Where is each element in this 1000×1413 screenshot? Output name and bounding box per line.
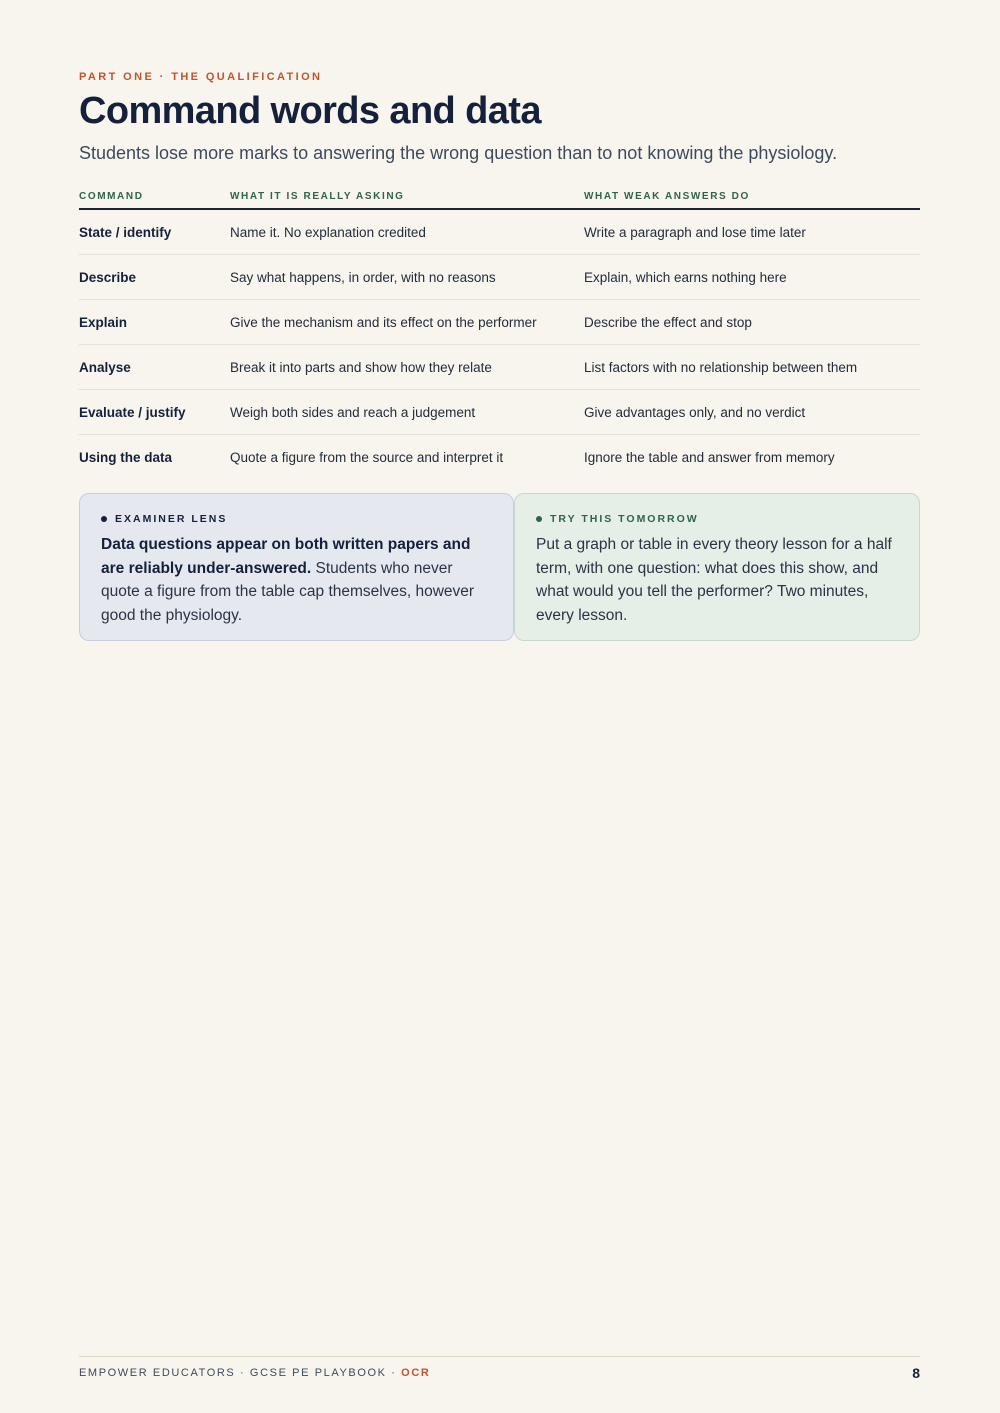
asking-cell: Give the mechanism and its effect on the performer <box>230 300 584 345</box>
callout-label <box>101 513 492 525</box>
column-header-weak-answers: WHAT WEAK ANSWERS DO <box>584 184 920 209</box>
weak-answer-cell: Ignore the table and answer from memory <box>584 449 835 465</box>
callout-label <box>536 513 898 525</box>
table-header-row <box>79 184 920 209</box>
command-cell: State / identify <box>79 209 230 255</box>
page-title: Command words and data <box>79 90 541 132</box>
table-row <box>79 390 920 435</box>
weak-answer-cell: Describe the effect and stop <box>584 300 920 345</box>
page <box>79 0 920 1413</box>
bullet-dot-icon <box>536 516 542 522</box>
page-number: 8 <box>912 1365 920 1381</box>
command-cell: Explain <box>79 300 230 345</box>
footer-brand: OCR <box>401 1367 431 1379</box>
try-tomorrow-label: TRY THIS TOMORROW <box>550 513 699 525</box>
table-row <box>79 345 920 390</box>
command-cell: Analyse <box>79 345 230 390</box>
column-header-asking: WHAT IT IS REALLY ASKING <box>230 184 584 209</box>
command-cell: Evaluate / justify <box>79 390 230 435</box>
footer-credit <box>79 1367 430 1379</box>
footer-text: EMPOWER EDUCATORS · GCSE PE PLAYBOOK · <box>79 1367 402 1379</box>
weak-answer-cell: Give advantages only, and no verdict <box>584 390 920 435</box>
table-row <box>79 209 920 255</box>
weak-answer-cell: Write a paragraph and lose time later <box>584 209 920 255</box>
page-subtitle: Students lose more marks to answering the wrong question than to not knowing the physiology. <box>79 143 838 163</box>
weak-answer-cell: List factors with no relationship between them <box>584 345 920 390</box>
asking-cell: Quote a figure from the source and interpret it <box>230 449 504 465</box>
bullet-dot-icon <box>101 516 107 522</box>
examiner-lens-callout <box>79 493 514 641</box>
examiner-lens-body <box>101 533 492 627</box>
asking-cell: Weigh both sides and reach a judgement <box>230 390 584 435</box>
section-kicker: PART ONE · THE QUALIFICATION <box>79 71 323 83</box>
try-tomorrow-callout <box>514 493 920 641</box>
weak-answer-cell: Explain, which earns nothing here <box>584 255 920 300</box>
examiner-lens-text: Students who never quote a figure from the table cap themselves, however good the physiology. <box>101 559 475 624</box>
examiner-lens-bold: Data questions appear on both written papers and are reliably under-answered. <box>101 536 471 577</box>
column-header-command: COMMAND <box>79 184 230 209</box>
asking-cell: Break it into parts and show how they relate <box>230 345 584 390</box>
asking-cell: Name it. No explanation credited <box>230 209 584 255</box>
command-words-table <box>79 184 920 479</box>
command-cell: Using the data <box>79 449 173 465</box>
table-row <box>79 435 920 480</box>
try-tomorrow-body: Put a graph or table in every theory lesson for a half term, with one question: what does this show, and what would you tell the performer? Two minutes, every lesson. <box>536 536 892 624</box>
table-row <box>79 255 920 300</box>
table-row <box>79 300 920 345</box>
asking-cell: Say what happens, in order, with no reasons <box>230 255 584 300</box>
examiner-lens-label: EXAMINER LENS <box>115 513 228 525</box>
command-cell: Describe <box>79 255 230 300</box>
footer-divider <box>79 1356 920 1357</box>
